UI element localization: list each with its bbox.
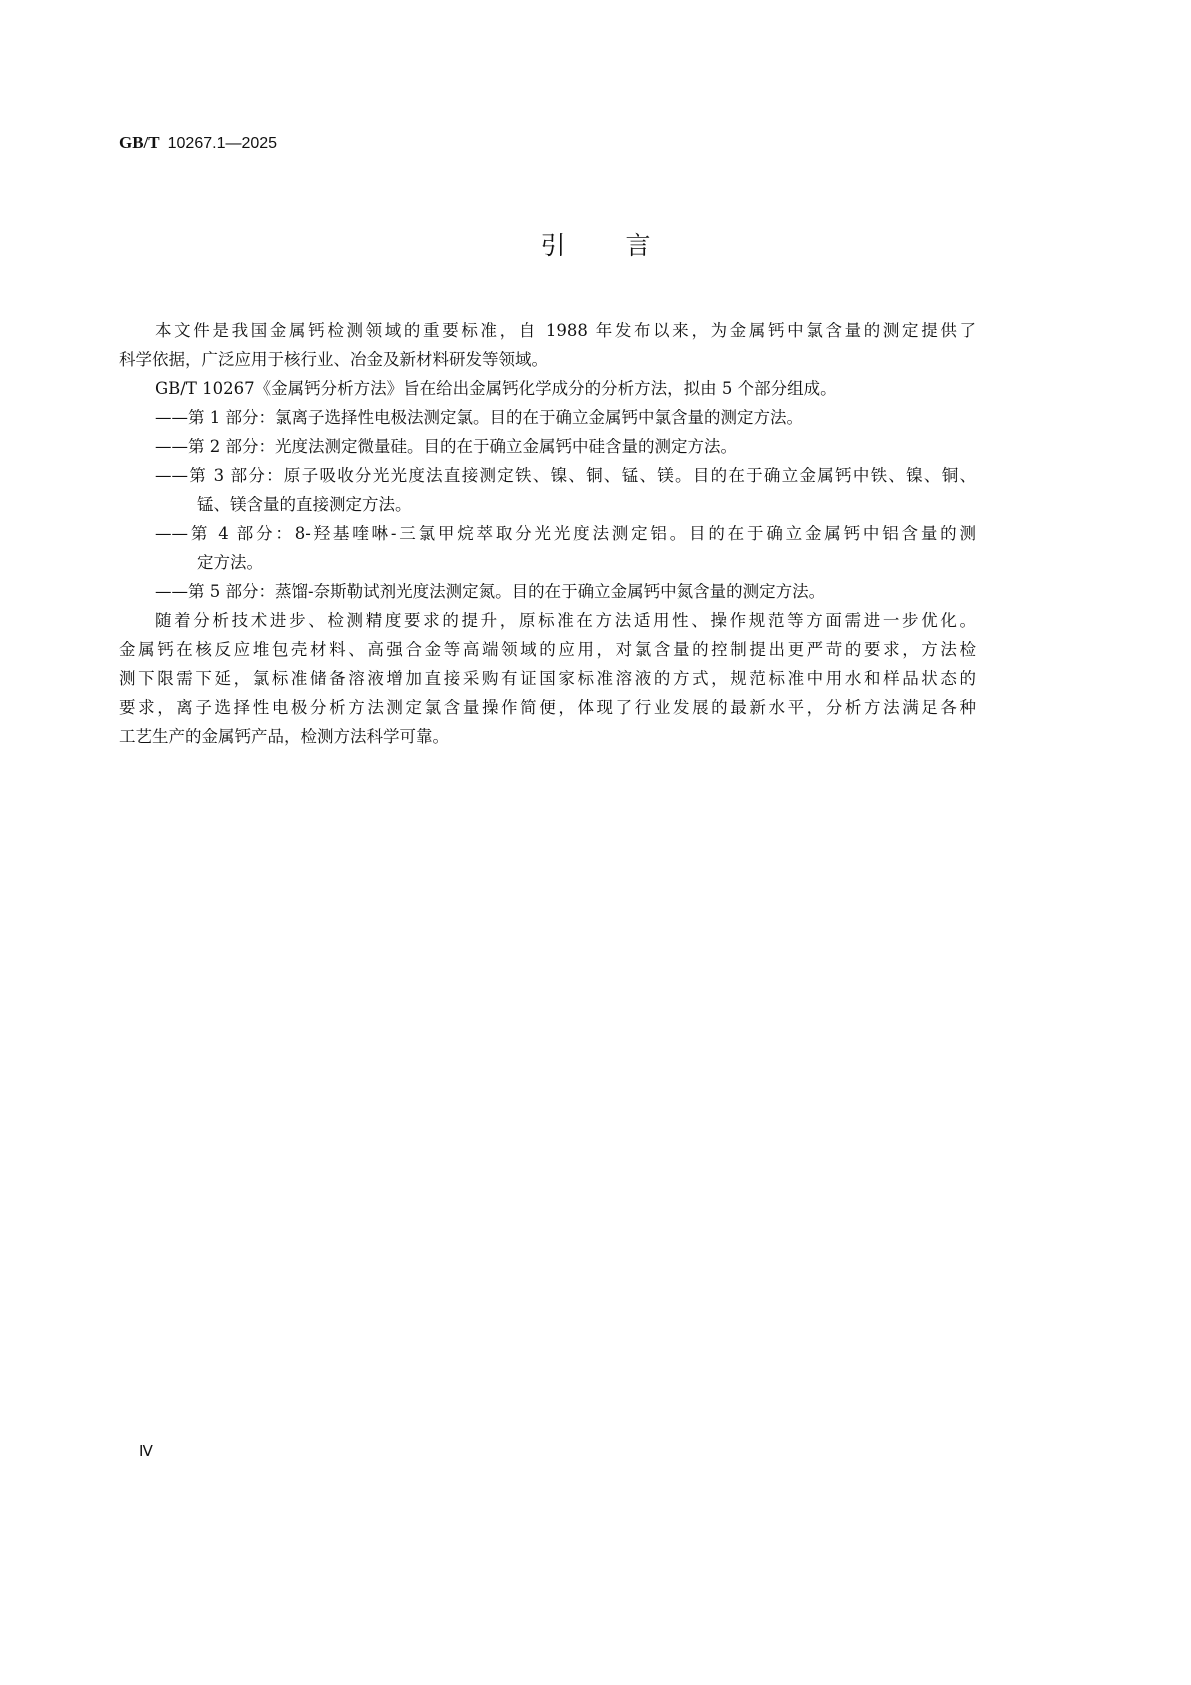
text-line: 工艺生产的金属钙产品，检测方法科学可靠。: [119, 727, 449, 746]
section-title: 引言: [540, 231, 711, 260]
text-line: 随着分析技术进步、检测精度要求的提升，原标准在方法适用性、操作规范等方面需进一步优化。: [155, 611, 976, 630]
standard-number: 10267.1—2025: [167, 135, 278, 152]
text-line: 科学依据，广泛应用于核行业、冶金及新材料研发等领域。: [119, 350, 548, 369]
standard-code: GB/T: [119, 133, 160, 152]
body-text: [119, 316, 976, 751]
text-line: ——第 4 部分：8-羟基喹啉-三氯甲烷萃取分光光度法测定铝。目的在于确立金属钙中铝含量的测: [155, 524, 976, 543]
text-line: 要求，离子选择性电极分析方法测定氯含量操作简便，体现了行业发展的最新水平，分析方法满足各种: [119, 698, 976, 717]
document-header: [119, 133, 277, 153]
text-line: 锰、镁含量的直接测定方法。: [197, 495, 412, 514]
text-line: 金属钙在核反应堆包壳材料、高强合金等高端领域的应用，对氯含量的控制提出更严苛的要求，方法检: [119, 640, 976, 659]
text-line: ——第 5 部分：蒸馏-奈斯勒试剂光度法测定氮。目的在于确立金属钙中氮含量的测定方法。: [155, 582, 826, 601]
text-line: GB/T 10267《金属钙分析方法》旨在给出金属钙化学成分的分析方法，拟由 5 个部分组成。: [155, 379, 837, 398]
text-line: 本文件是我国金属钙检测领域的重要标准，自 1988 年发布以来，为金属钙中氯含量的测定提供了: [155, 321, 976, 340]
text-line: ——第 3 部分：原子吸收分光光度法直接测定铁、镍、铜、锰、镁。目的在于确立金属钙中铁、镍、铜、: [155, 466, 976, 485]
page-number: Ⅳ: [139, 1444, 153, 1460]
text-line: 测下限需下延，氯标准储备溶液增加直接采购有证国家标准溶液的方式，规范标准中用水和样品状态的: [119, 669, 976, 688]
text-line: ——第 1 部分：氯离子选择性电极法测定氯。目的在于确立金属钙中氯含量的测定方法。: [155, 408, 803, 427]
text-line: 定方法。: [197, 553, 263, 572]
text-line: ——第 2 部分：光度法测定微量硅。目的在于确立金属钙中硅含量的测定方法。: [155, 437, 737, 456]
